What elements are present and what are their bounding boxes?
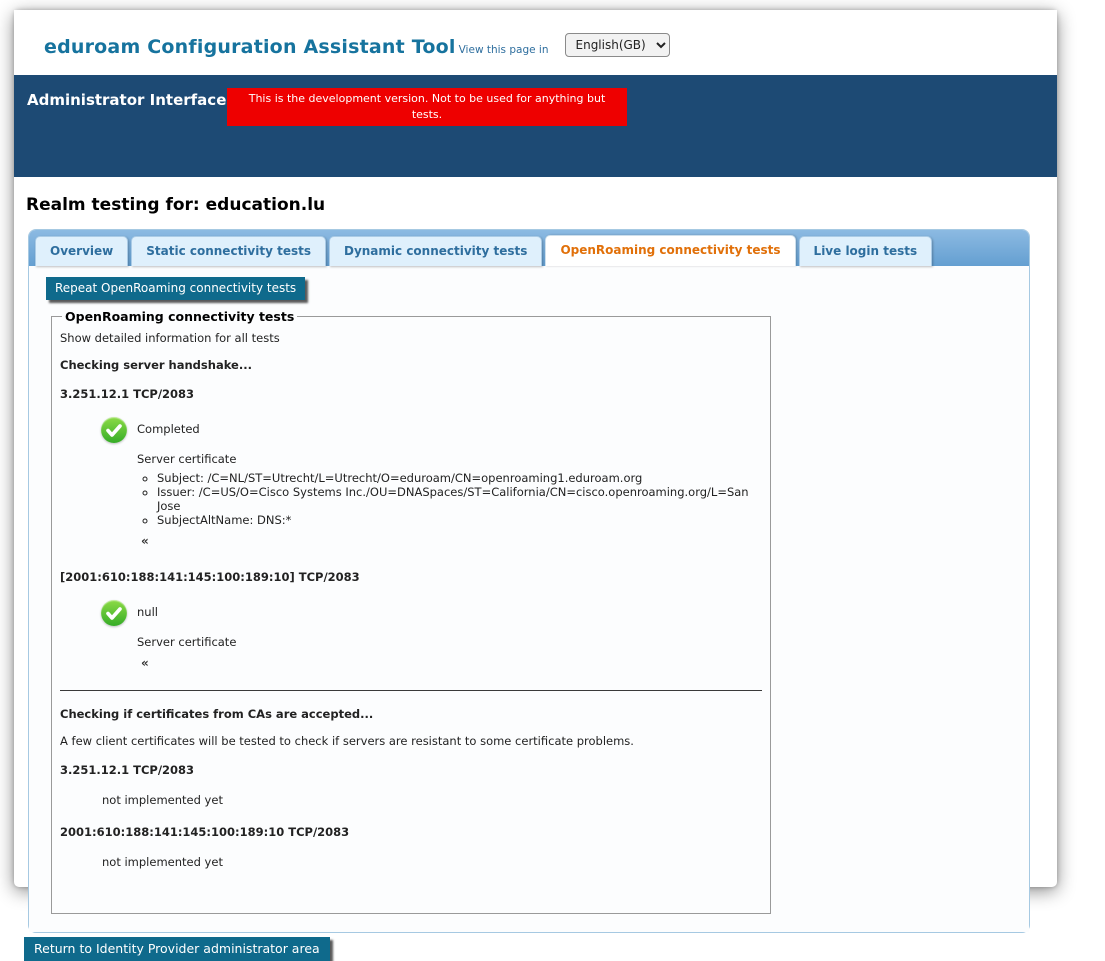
app-title: eduroam Configuration Assistant Tool xyxy=(44,36,456,58)
not-implemented-status: not implemented yet xyxy=(102,855,223,869)
collapse-details-control[interactable]: « xyxy=(141,534,149,548)
handshake-result-ipv6 xyxy=(101,600,762,670)
tab-dynamic-connectivity[interactable]: Dynamic connectivity tests xyxy=(329,236,542,266)
cert-altname-item: ◦ SubjectAltName: DNS:* xyxy=(157,513,762,527)
success-check-icon xyxy=(101,600,127,626)
target-address: 3.251.12.1 TCP/2083 xyxy=(60,387,195,401)
fieldset-legend: OpenRoaming connectivity tests xyxy=(65,309,295,324)
return-to-idp-admin-button[interactable]: Return to Identity Provider administrator area xyxy=(24,937,330,961)
result-body xyxy=(137,600,236,670)
language-select[interactable] xyxy=(565,33,670,57)
cert-subject-item: ◦ Subject: /C=NL/ST=Utrecht/L=Utrecht/O=eduroam/CN=openroaming1.eduroam.org xyxy=(157,471,762,485)
not-implemented-status: not implemented yet xyxy=(102,793,223,807)
repeat-tests-button[interactable]: Repeat OpenRoaming connectivity tests xyxy=(46,277,305,300)
target-address: [2001:610:188:141:145:100:189:10] TCP/2083 xyxy=(60,570,360,584)
ca-check-heading: Checking if certificates from CAs are accepted... xyxy=(60,707,374,721)
page-title: Realm testing for: education.lu xyxy=(26,195,326,215)
target-address: 2001:610:188:141:145:100:189:10 TCP/2083 xyxy=(60,825,350,839)
openroaming-tests-fieldset xyxy=(51,309,771,914)
tab-overview[interactable]: Overview xyxy=(35,236,128,266)
server-certificate-label: Server certificate xyxy=(137,452,237,466)
tab-bar xyxy=(29,230,1029,266)
status-text: null xyxy=(137,605,158,619)
success-check-icon xyxy=(101,417,127,443)
target-address: 3.251.12.1 TCP/2083 xyxy=(60,763,195,777)
openroaming-tab-panel xyxy=(29,266,1029,932)
collapse-details-control[interactable]: « xyxy=(141,656,149,670)
cert-issuer-item: ◦ Issuer: /C=US/O=Cisco Systems Inc./OU=DNASpaces/ST=California/CN=cisco.openroaming.org/L=San Jose xyxy=(157,485,762,513)
result-body xyxy=(137,417,762,548)
section-divider xyxy=(60,690,762,691)
handshake-heading: Checking server handshake... xyxy=(60,358,252,372)
view-page-in-label: View this page in xyxy=(458,44,549,56)
handshake-result-ipv4 xyxy=(101,417,762,548)
status-text: Completed xyxy=(137,422,200,436)
page-card xyxy=(14,10,1057,956)
certificate-detail-list xyxy=(157,471,762,527)
tab-live-login[interactable]: Live login tests xyxy=(799,236,933,266)
server-certificate-label: Server certificate xyxy=(137,635,237,649)
tab-openroaming-connectivity[interactable]: OpenRoaming connectivity tests xyxy=(545,235,795,266)
tab-static-connectivity[interactable]: Static connectivity tests xyxy=(131,236,326,266)
tabs-widget xyxy=(28,229,1030,933)
dev-version-warning: This is the development version. Not to be used for anything but tests. xyxy=(227,88,627,126)
admin-band xyxy=(14,75,1057,177)
ca-check-description: A few client certificates will be tested to check if servers are resistant to some certificate problems. xyxy=(60,734,634,748)
show-details-link[interactable]: Show detailed information for all tests xyxy=(60,331,280,345)
admin-interface-label: Administrator Interface xyxy=(27,91,227,109)
top-header xyxy=(14,10,1057,75)
